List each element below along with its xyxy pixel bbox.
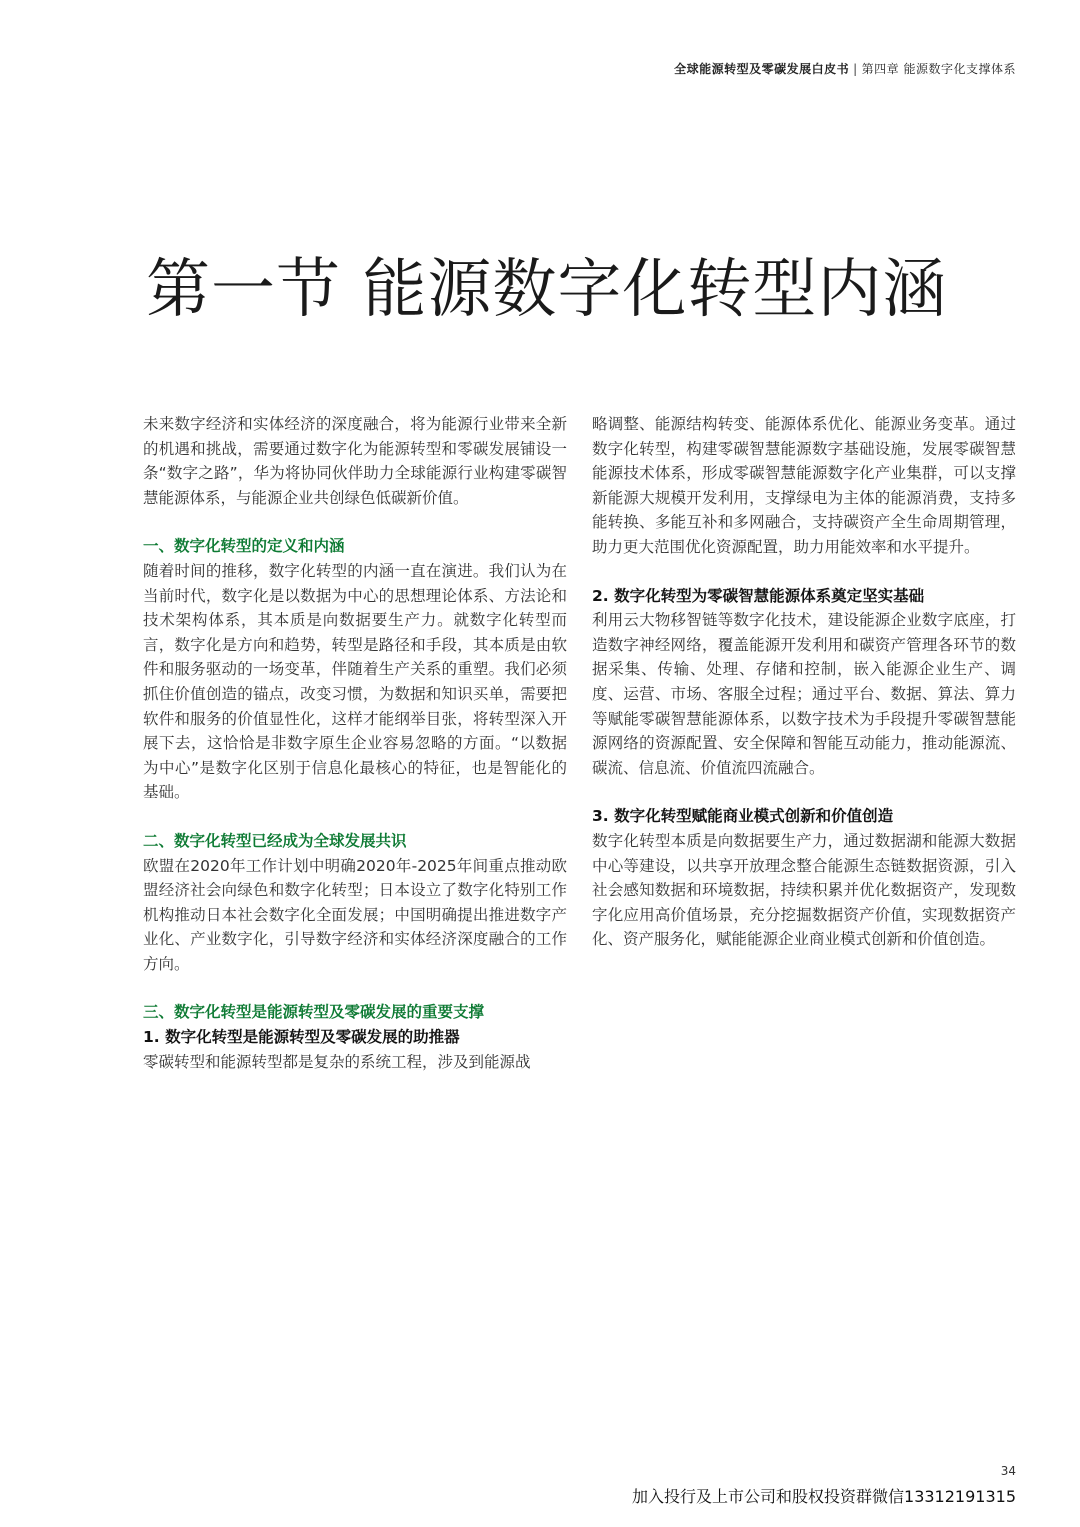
section1-heading: 一、数字化转型的定义和内涵 [143, 537, 345, 556]
right-column [592, 412, 1016, 976]
running-header [674, 60, 1016, 77]
chapter-label: 第四章 能源数字化支撑体系 [861, 62, 1016, 76]
document-title: 全球能源转型及零碳发展白皮书 [674, 62, 850, 76]
subsection2-heading: 2. 数字化转型为零碳智慧能源体系奠定坚实基础 [592, 586, 925, 605]
header-separator: | [853, 62, 858, 76]
subsection1-body-start: 零碳转型和能源转型都是复杂的系统工程，涉及到能源战 [143, 1052, 531, 1071]
footer-note: 加入投行及上市公司和股权投资群微信13312191315 [632, 1487, 1016, 1506]
subsection1-heading: 1. 数字化转型是能源转型及零碳发展的助推器 [143, 1028, 460, 1047]
section3-heading: 三、数字化转型是能源转型及零碳发展的重要支撑 [143, 1003, 485, 1022]
page-number: 34 [1000, 1464, 1016, 1478]
subsection2-body: 利用云大物移智链等数字化技术，建设能源企业数字底座，打造数字神经网络，覆盖能源开发利用和碳资产管理各环节的数据采集、传输、处理、存储和控制，嵌入能源企业生产、调度、运营、市场、客服全过程；通过平台、数据、算法、算力等赋能零碳智慧能源体系，以数字技术为手段提升零碳智慧能源网络的资源配置、安全保障和智能互动能力，推动能源流、碳流、信息流、价值流四流融合。 [592, 611, 1016, 777]
left-column [143, 412, 567, 1074]
intro-paragraph: 未来数字经济和实体经济的深度融合，将为能源行业带来全新的机遇和挑战，需要通过数字化为能源转型和零碳发展铺设一条“数字之路”，华为将协同伙伴助力全球能源行业构建零碳智慧能源体系，与能源企业共创绿色低碳新价值。 [143, 415, 567, 507]
page-title: 第一节 能源数字化转型内涵 [146, 253, 948, 327]
section1-body: 随着时间的推移，数字化转型的内涵一直在演进。我们认为在当前时代，数字化是以数据为中心的思想理论体系、方法论和技术架构体系，其本质是向数据要生产力。就数字化转型而言，数字化是方向和趋势，转型是路径和手段，其本质是由软件和服务驱动的一场变革，伴随着生产关系的重塑。我们必须抓住价值创造的锚点，改变习惯，为数据和知识买单，需要把软件和服务的价值显性化，这样才能纲举目张，将转型深入开展下去，这恰恰是非数字原生企业容易忽略的方面。“以数据为中心”是数字化区别于信息化最核心的特征，也是智能化的基础。 [143, 561, 567, 802]
section2-heading: 二、数字化转型已经成为全球发展共识 [143, 831, 407, 850]
subsection3-heading: 3. 数字化转型赋能商业模式创新和价值创造 [592, 807, 894, 826]
subsection3-body: 数字化转型本质是向数据要生产力，通过数据湖和能源大数据中心等建设，以共享开放理念整合能源生态链数据资源，引入社会感知数据和环境数据，持续积累并优化数据资产，发现数字化应用高价值场景，充分挖掘数据资产价值，实现数据资产化、资产服务化，赋能能源企业商业模式创新和价值创造。 [592, 831, 1016, 949]
subsection1-body-continued: 略调整、能源结构转变、能源体系优化、能源业务变革。通过数字化转型，构建零碳智慧能源数字基础设施，发展零碳智慧能源技术体系，形成零碳智慧能源数字化产业集群，可以支撑新能源大规模开发利用，支撑绿电为主体的能源消费，支持多能转换、多能互补和多网融合，支持碳资产全生命周期管理，助力更大范围优化资源配置，助力用能效率和水平提升。 [592, 415, 1016, 556]
section2-body: 欧盟在2020年工作计划中明确2020年-2025年间重点推动欧盟经济社会向绿色和数字化转型；日本设立了数字化特别工作机构推动日本社会数字化全面发展；中国明确提出推进数字产业化、产业数字化，引导数字经济和实体经济深度融合的工作方向。 [143, 856, 567, 973]
